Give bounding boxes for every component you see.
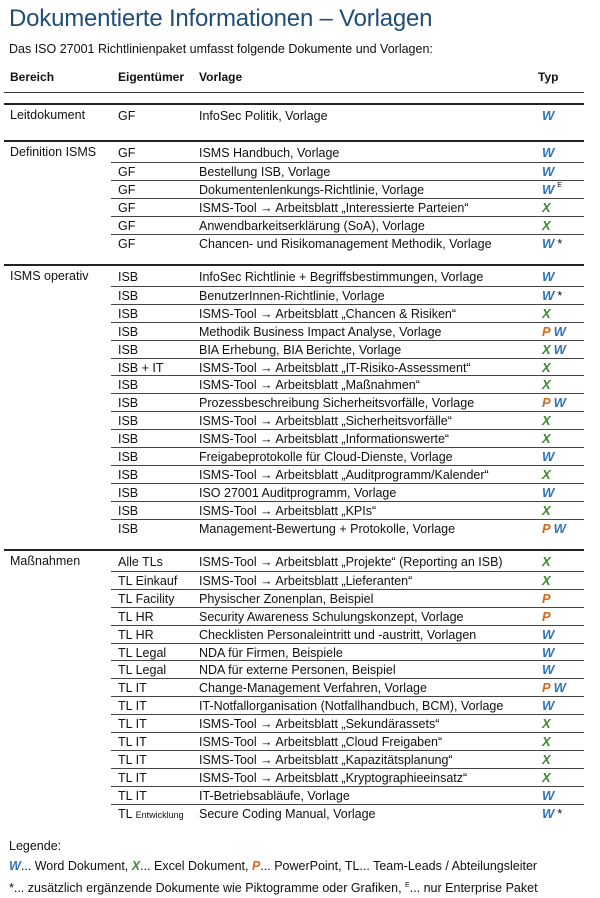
type-badge-p: P [542,608,551,624]
type-cell [542,467,554,482]
type-cell [542,449,557,464]
table-row [111,483,584,502]
type-badge-x: X [542,305,551,321]
owner-text: TL IT [118,770,147,785]
type-badge-x: X [542,359,551,375]
table-row [111,216,584,235]
type-badge-x: X [542,217,551,233]
owner-text: TL [118,806,133,821]
owner-cell [118,699,147,713]
type-badge-x: X [542,413,551,429]
owner-cell [118,610,154,624]
legend-title: Legende: [9,839,62,853]
table-row [111,768,584,787]
table-row [111,519,584,538]
type-badge-x: X [542,716,551,732]
type-star: * [557,287,563,303]
type-cell [542,645,557,660]
owner-text: ISB [118,396,139,411]
template-cell: ISMS-Tool → Arbeitsblatt „Kryptographieeinsatz“ [199,770,468,785]
type-badge-p: P [542,590,551,606]
owner-text: TL HR [118,627,154,642]
legend-w-key: W [9,859,21,873]
legend-line-notes [9,876,538,898]
template-cell: ISMS-Tool → Arbeitsblatt „IT-Risiko-Assessment“ [199,360,471,375]
owner-text: ISB [118,306,139,321]
template-cell: ISMS Handbuch, Vorlage [199,146,340,160]
type-cell [542,591,554,606]
table-row [111,234,584,253]
table-row [111,107,584,125]
table-row [111,607,584,626]
table-row [111,589,584,608]
type-cell [542,269,557,284]
type-cell [542,521,569,536]
owner-text: GF [118,236,136,251]
table-row [111,501,584,520]
type-badge-w: W [542,163,555,179]
type-cell [542,752,554,767]
owner-text: TL Legal [118,645,167,660]
owner-text: GF [118,164,136,179]
header-vorlage: Vorlage [199,70,243,84]
type-cell [542,716,554,731]
table-row [111,144,584,162]
type-badge-x: X [542,751,551,767]
owner-text: GF [118,200,136,215]
type-cell [542,573,554,588]
type-cell [542,413,554,428]
table-row [111,429,584,448]
table-row [111,696,584,715]
type-cell [542,662,557,677]
template-cell: ISMS-Tool → Arbeitsblatt „KPIs“ [199,503,377,518]
owner-cell [118,789,147,803]
group-name: ISMS operativ [10,269,89,283]
owner-text: ISB [118,270,139,284]
template-cell: Bestellung ISB, Vorlage [199,164,331,179]
owner-text: ISB [118,342,139,357]
type-cell [542,734,554,749]
owner-text: ISB [118,485,139,500]
group-name: Leitdokument [10,108,86,122]
intro-text: Das ISO 27001 Richtlinienpaket umfasst folgende Dokumente und Vorlagen: [9,42,433,56]
owner-cell [118,771,147,785]
legend-p-key: P [251,859,261,873]
owner-cell [118,628,154,642]
template-cell: ISMS-Tool → Arbeitsblatt „Informationswerte“ [199,432,450,447]
type-badge-w: W [542,235,555,251]
type-cell [542,288,565,303]
owner-text: ISB [118,467,139,482]
type-badge-x: X [542,341,551,357]
table-row [111,340,584,359]
table-row [111,732,584,751]
template-cell: NDA für externe Personen, Beispiel [199,663,396,678]
legend-w-text: ... Word Dokument, [20,859,129,873]
type-cell [542,377,554,392]
type-badge-w: W [542,662,555,678]
template-cell: Physischer Zonenplan, Beispiel [199,591,374,606]
owner-cell [118,522,138,536]
template-cell: Checklisten Personaleintritt und -austritt, Vorlagen [199,627,477,642]
owner-cell [118,414,138,428]
type-badge-w: W [553,520,566,536]
table-row [111,411,584,430]
owner-text: TL IT [118,717,147,732]
type-badge-p: P [542,395,551,411]
table-row [111,268,584,286]
table-row [111,304,584,323]
table-row [111,643,584,662]
group-0 [4,103,584,130]
type-cell [542,770,554,785]
template-cell: ISMS-Tool → Arbeitsblatt „Auditprogramm/Kalender“ [199,467,489,482]
type-cell [542,627,557,642]
template-cell: IT-Notfallorganisation (Notfallhandbuch, BCM), Vorlage [199,699,504,714]
owner-cell [118,681,147,695]
type-cell [542,108,557,123]
group-1 [4,140,584,256]
owner-cell [118,396,138,410]
type-badge-x: X [542,554,551,569]
legend-note-text: *... zusätzlich ergänzende Dokumente wie Piktogramme oder Grafiken, [9,881,402,896]
owner-text: Alle TLs [118,555,163,569]
type-badge-w: W [542,269,555,284]
legend-note-sup: E [405,882,410,889]
type-badge-p: P [542,520,551,536]
type-cell [542,360,554,375]
template-cell: Chancen- und Risikomanagement Methodik, Vorlage [199,236,492,251]
owner-text: TL HR [118,609,154,624]
table-row [111,571,584,590]
group-name: Maßnahmen [10,554,81,568]
owner-text: TL IT [118,699,147,714]
table-row [111,447,584,466]
type-cell [542,788,557,803]
legend-p-text: ... PowerPoint, TL... Team-Leads / Abteilungsleiter [260,859,538,873]
type-cell [542,680,569,695]
table-row [111,198,584,217]
owner-cell [118,504,138,518]
type-star: * [557,805,563,821]
owner-cell [118,646,166,660]
group-3 [4,549,584,827]
owner-cell [118,307,138,321]
template-cell: ISMS-Tool → Arbeitsblatt „Chancen & Risiken“ [199,306,457,321]
table-row [111,375,584,394]
type-badge-x: X [542,431,551,447]
group-name: Definition ISMS [10,145,97,159]
type-cell [542,485,557,500]
header-bereich: Bereich [10,70,55,84]
group-2 [4,264,584,542]
owner-cell [118,237,135,251]
type-cell [542,236,565,251]
owner-text: ISB [118,288,139,303]
owner-cell [118,432,138,446]
template-cell: ISMS-Tool → Arbeitsblatt „Sekundärassets“ [199,717,440,732]
owner-text: TL IT [118,788,147,803]
owner-text: ISB [118,450,139,464]
table-row [111,393,584,412]
table-row [111,786,584,805]
owner-cell [118,486,138,500]
type-badge-x: X [542,199,551,215]
type-cell [542,698,557,713]
owner-cell [118,663,166,677]
owner-text: TL Legal [118,663,167,678]
type-badge-p: P [542,680,551,696]
type-badge-x: X [542,377,551,393]
type-badge-w: W [542,805,555,821]
type-badge-w: W [553,341,566,357]
owner-text: GF [118,109,136,123]
page-title: Dokumentierte Informationen – Vorlagen [9,5,433,32]
type-badge-w: W [542,181,555,197]
template-cell: ISMS-Tool → Arbeitsblatt „Kapazitätsplanung“ [199,752,453,767]
owner-cell [118,201,135,215]
owner-text: GF [118,218,136,233]
owner-cell [118,165,135,179]
owner-text: ISB [118,521,139,536]
owner-subtext: Entwicklung [135,809,184,820]
type-cell [542,164,557,179]
table-row [111,750,584,769]
type-badge-x: X [542,502,551,518]
owner-cell [118,555,163,569]
owner-text: TL Einkauf [118,573,178,588]
owner-cell [118,289,138,303]
template-cell: BIA Erhebung, BIA Berichte, Vorlage [199,342,402,357]
legend-x-text: ... Excel Dokument, [140,859,249,873]
type-badge-w: W [553,680,566,696]
owner-cell [118,361,164,375]
type-badge-x: X [542,572,551,588]
type-badge-x: X [542,466,551,482]
owner-text: TL IT [118,681,147,696]
owner-text: ISB + IT [118,360,164,375]
template-cell: Methodik Business Impact Analyse, Vorlage [199,324,442,339]
legend [9,836,538,898]
type-star: * [557,235,563,251]
table-row [111,660,584,679]
type-badge-p: P [542,323,551,339]
header-rule [4,92,584,93]
template-cell: Dokumentenlenkungs-Richtlinie, Vorlage [199,182,425,197]
template-cell: Freigabeprotokolle für Cloud-Dienste, Vorlage [199,450,453,464]
owner-text: ISB [118,414,139,429]
type-badge-w: W [542,644,555,660]
template-cell: Security Awareness Schulungskonzept, Vorlage [199,609,464,624]
table-row [111,553,584,571]
type-cell [542,342,569,357]
owner-cell [118,219,135,233]
template-cell: Change-Management Verfahren, Vorlage [199,681,427,696]
owner-text: TL IT [118,752,147,767]
owner-cell [118,146,135,160]
type-cell [542,200,554,215]
type-cell [542,503,554,518]
type-badge-w: W [553,323,566,339]
owner-cell [118,753,147,767]
legend-x-key: X [131,859,141,873]
table-row [111,322,584,341]
template-cell: ISMS-Tool → Arbeitsblatt „Projekte“ (Reporting an ISB) [199,555,503,569]
owner-cell [118,807,184,821]
template-cell: IT-Betriebsabläufe, Vorlage [199,788,350,803]
type-cell [542,182,562,197]
owner-cell [118,378,138,392]
template-cell: Management-Bewertung + Protokolle, Vorlage [199,521,456,536]
owner-text: ISB [118,378,139,393]
table-row [111,358,584,377]
table-row [111,286,584,305]
type-cell [542,145,557,160]
type-badge-x: X [542,769,551,785]
owner-text: ISB [118,503,139,518]
type-cell [542,554,554,569]
type-badge-w: W [542,787,555,803]
owner-cell [118,592,175,606]
owner-text: GF [118,146,136,160]
type-badge-w: W [542,626,555,642]
legend-note-end: ... nur Enterprise Paket [409,881,538,896]
owner-text: ISB [118,432,139,447]
owner-cell [118,183,135,197]
owner-text: GF [118,182,136,197]
owner-text: TL IT [118,735,147,749]
owner-cell [118,109,135,123]
template-cell: Prozessbeschreibung Sicherheitsvorfälle, Vorlage [199,396,475,411]
table-row [111,625,584,644]
owner-cell [118,468,138,482]
table-row [111,465,584,484]
type-badge-w: W [542,484,555,500]
owner-text: TL Facility [118,591,175,606]
type-cell [542,395,569,410]
owner-cell [118,325,138,339]
header-typ: Typ [538,70,559,84]
template-cell: ISMS-Tool → Arbeitsblatt „Interessierte Parteien“ [199,200,469,215]
owner-cell [118,574,177,588]
owner-cell [118,735,147,749]
type-cell [542,218,554,233]
type-badge-w: W [542,145,555,160]
template-cell: ISMS-Tool → Arbeitsblatt „Sicherheitsvorfälle“ [199,414,452,429]
type-cell [542,806,565,821]
owner-cell [118,450,138,464]
template-cell: InfoSec Richtlinie + Begriffsbestimmungen, Vorlage [199,270,484,284]
table-row [111,678,584,697]
template-cell: NDA für Firmen, Beispiele [199,645,343,660]
type-cell [542,324,569,339]
template-cell: ISMS-Tool → Arbeitsblatt „Maßnahmen“ [199,378,420,393]
owner-cell [118,343,138,357]
table-row [111,714,584,733]
template-cell: ISO 27001 Auditprogramm, Vorlage [199,485,397,500]
type-cell [542,609,554,624]
owner-text: ISB [118,324,139,339]
type-cell [542,306,554,321]
legend-line-types [9,856,538,876]
table-row [111,162,584,181]
template-cell: BenutzerInnen-Richtlinie, Vorlage [199,288,385,303]
template-cell: Secure Coding Manual, Vorlage [199,806,376,821]
table-row [111,180,584,199]
type-badge-w: W [542,449,555,464]
template-cell: Anwendbarkeitserklärung (SoA), Vorlage [199,218,425,233]
type-cell [542,431,554,446]
header-eigentuemer: Eigentümer [118,70,185,84]
table-row [111,804,584,823]
type-badge-w: W [542,287,555,303]
owner-cell [118,717,147,731]
type-badge-w: W [553,395,566,411]
template-cell: ISMS-Tool → Arbeitsblatt „Cloud Freigaben“ [199,735,443,749]
type-badge-x: X [542,734,551,749]
type-sup: E [557,181,562,189]
type-badge-w: W [542,698,555,714]
type-badge-w: W [542,108,555,123]
template-cell: ISMS-Tool → Arbeitsblatt „Lieferanten“ [199,573,413,588]
owner-cell [118,270,138,284]
template-cell: InfoSec Politik, Vorlage [199,109,328,123]
